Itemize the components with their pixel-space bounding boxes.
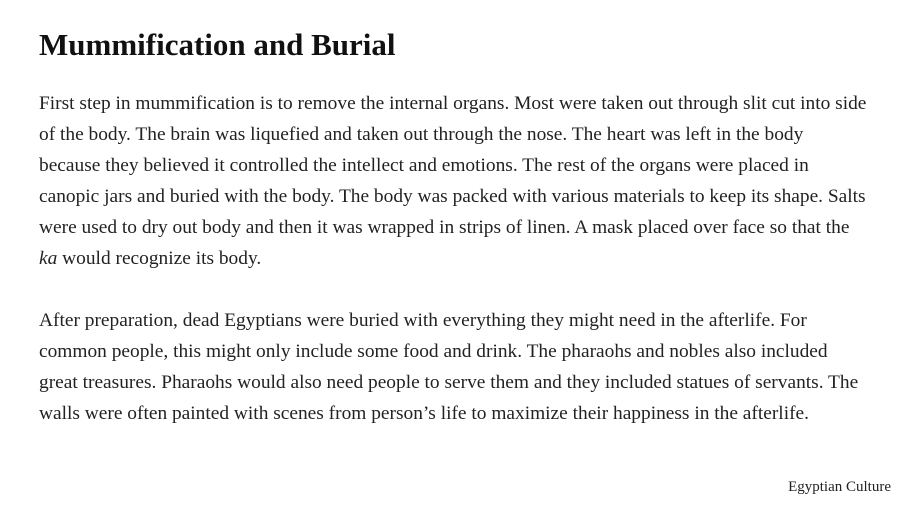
paragraph-1-ending: would recognize its body.	[57, 248, 262, 269]
paragraph-1-text: First step in mummification is to remove the internal organs. Most were taken out through slit cut into side of the body. The brain was liquefied and taken out through the nose. The heart was left in the body because they believed it controlled the intellect and emotions. The rest of the organs were placed in canopic jars and buried with the body. The body was packed with various materials to keep its shape. Salts were used to dry out body and then it was wrapped in strips of linen. A mask placed over face so that the	[39, 93, 867, 238]
ka-italic-term: ka	[39, 248, 58, 269]
paragraph-mummification	[39, 88, 869, 274]
slide-footer: Egyptian Culture	[788, 479, 891, 495]
paragraph-burial: After preparation, dead Egyptians were buried with everything they might need in the afterlife. For common people, this might only include some food and drink. The pharaohs and nobles also included great treasures. Pharaohs would also need people to serve them and they included statues of servants. The walls were often painted with scenes from person’s life to maximize their happiness in the afterlife.	[39, 310, 859, 424]
slide-body	[39, 88, 869, 429]
slide-title: Mummification and Burial	[39, 27, 396, 62]
